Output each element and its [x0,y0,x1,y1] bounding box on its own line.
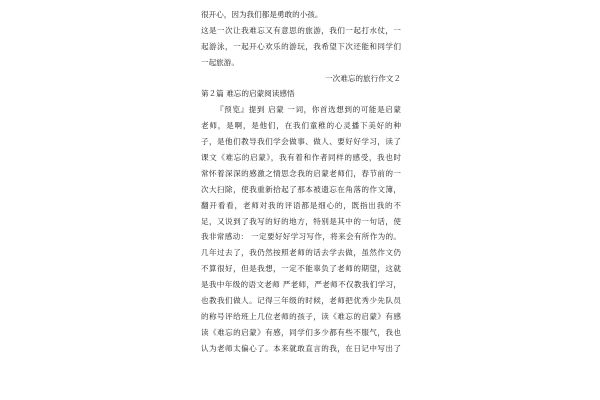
text-line: 几年过去了，我仍然按照老师的话去学去做，虽然作文仍 [201,248,401,258]
text-line: 起游泳，一起开心欢乐的游玩，我希望下次还能和同学们 [201,41,401,51]
text-line: 很开心，因为我们都是勇敢的小孩。 [201,10,323,19]
text-line: 也教我们做人。记得三年级的时候，老师把优秀少先队员 [201,296,401,306]
source-line: 一次难忘的旅行作文２ [325,73,401,83]
text-line: 这是一次让我难忘又有意思的旅游，我们一起打水仗，一 [201,25,401,35]
text-line: 是我中年级的语文老师 严老师，严老师不仅教我们学习， [201,280,401,290]
text-line: 次大扫除，使我重新拾起了那本被遗忘在角落的作文簿， [201,184,401,194]
text-line: 『预览』提到 启蒙 一词，你首选想到的可能是启蒙 [216,105,401,115]
text-line: 足，又说到了我写的好的地方，特别是其中的一句话，使 [201,216,401,226]
document-body [201,0,401,357]
section-title: 第２篇 难忘的启蒙阅读感悟 [201,89,295,99]
text-line: 的称号评给班上几位老师的孩子，读《难忘的启蒙》有感 [201,311,401,321]
text-line: 课文《难忘的启蒙》，我有着和作者同样的感受，我也时 [201,153,401,163]
text-line: 认为老师太偏心了。本来就敢直言的我，在日记中写出了 [201,343,401,353]
text-line: 常怀着深深的感激之情思念我的启蒙老师们，春节前的一 [201,168,401,178]
text-line: 我非常感动： 一定要好好学习写作，将来会有所作为的。 [201,232,401,242]
text-line: 不算很好，但是我想，一定不能辜负了老师的期望，这就 [201,264,401,274]
text-line: 子，是他们教导我们学会做事、做人、要好好学习，读了 [201,137,401,147]
text-line: 一起旅游。 [201,57,239,67]
text-line: 翻开看看，老师对我的评语都是细心的，既指出我的不 [201,200,401,210]
text-line: 读《难忘的启蒙》有感，同学们多少都有些不服气，我也 [201,327,401,337]
text-line: 老师，是啊，是他们，在我们童稚的心灵播下美好的种 [201,121,401,131]
